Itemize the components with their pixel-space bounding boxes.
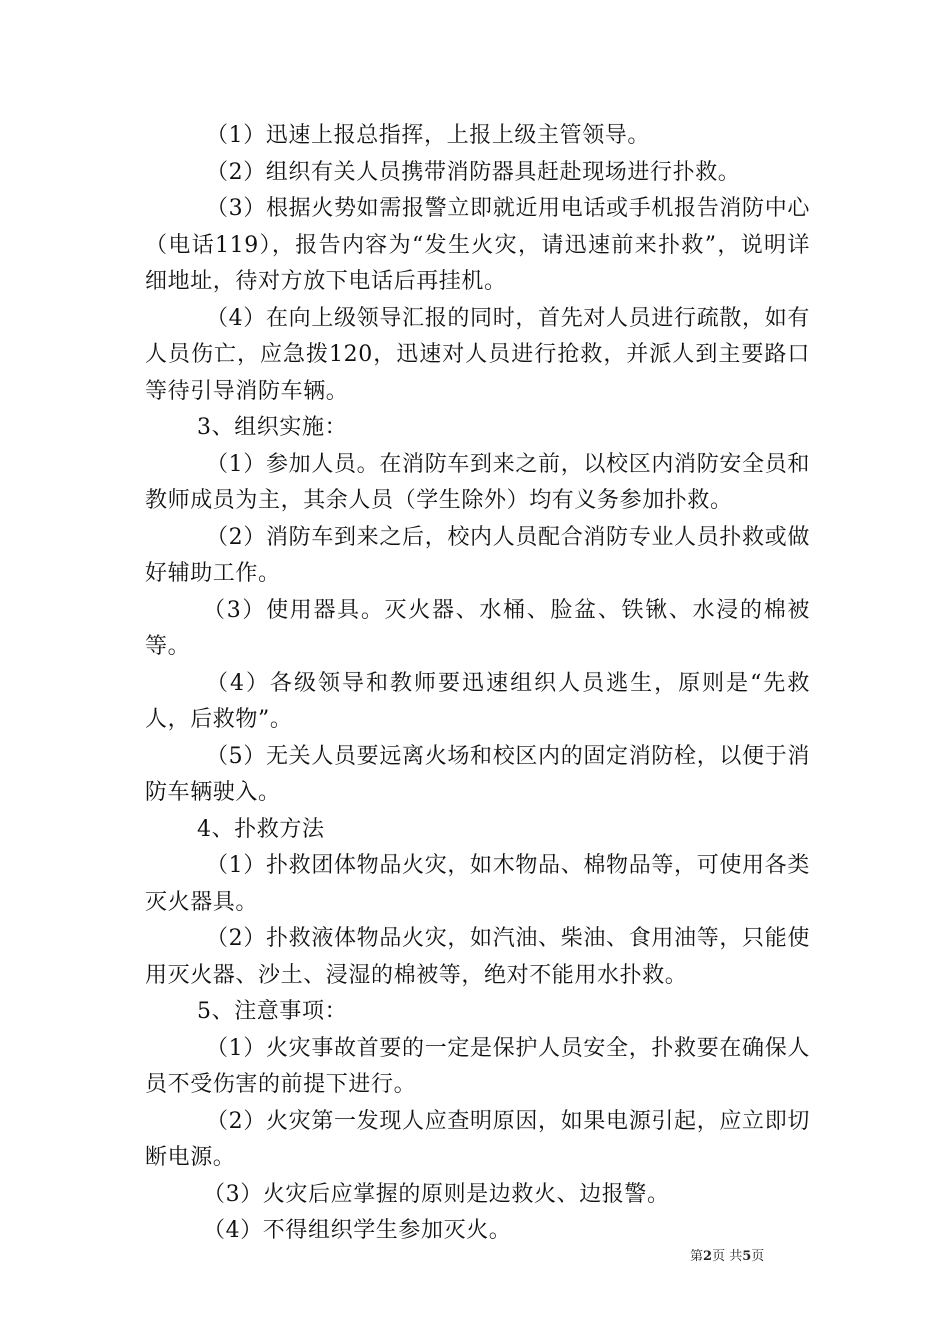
paragraph-2: （2）组织有关人员携带消防器具赶赴现场进行扑救。 — [206, 159, 741, 185]
footer-total-pages: 5 — [742, 1249, 752, 1264]
document-body — [145, 118, 810, 1250]
footer-current-page: 2 — [703, 1249, 713, 1264]
footer-middle: 页 共 — [712, 1249, 743, 1264]
paragraph-7: （2）消防车到来之后，校内人员配合消防专业人员扑救或做好辅助工作。 — [145, 524, 810, 586]
footer-suffix: 页 — [751, 1249, 765, 1264]
paragraph-15: （1）火灾事故首要的一定是保护人员安全，扑救要在确保人员不受伤害的前提下进行。 — [145, 1035, 810, 1097]
paragraph-4: （4）在向上级领导汇报的同时，首先对人员进行疏散，如有人员伤亡，应急拨120，迅速对人员进行抢救，并派人到主要路口等待引导消防车辆。 — [145, 305, 810, 404]
section-heading-5: 5、注意事项： — [197, 999, 348, 1024]
footer-prefix: 第 — [690, 1249, 704, 1264]
paragraph-8: （3）使用器具。灭火器、水桶、脸盆、铁锹、水浸的棉被等。 — [145, 597, 810, 659]
paragraph-16: （2）火灾第一发现人应查明原因，如果电源引起，应立即切断电源。 — [145, 1108, 810, 1170]
paragraph-13: （2）扑救液体物品火灾，如汽油、柴油、食用油等，只能使用灭火器、沙土、浸湿的棉被等，绝对不能用水扑救。 — [145, 926, 810, 988]
paragraph-9: （4）各级领导和教师要迅速组织人员逃生，原则是“先救人，后救物”。 — [145, 670, 810, 732]
section-heading-4: 4、扑救方法 — [197, 816, 325, 842]
paragraph-18: （4）不得组织学生参加灭火。 — [203, 1218, 512, 1243]
paragraph-10: （5）无关人员要远离火场和校区内的固定消防栓，以便于消防车辆驶入。 — [145, 743, 810, 805]
paragraph-3: （3）根据火势如需报警立即就近用电话或手机报告消防中心（电话119），报告内容为“发生火灾，请迅速前来扑救”，说明详细地址，待对方放下电话后再挂机。 — [145, 196, 810, 294]
paragraph-1: （1）迅速上报总指挥，上报上级主管领导。 — [206, 123, 650, 148]
page-footer — [690, 1248, 830, 1266]
paragraph-6: （1）参加人员。在消防车到来之前，以校区内消防安全员和教师成员为主，其余人员（学生除外）均有义务参加扑救。 — [145, 451, 810, 513]
paragraph-17: （3）火灾后应掌握的原则是边救火、边报警。 — [203, 1181, 670, 1207]
section-heading-3: 3、组织实施： — [197, 415, 348, 440]
paragraph-12: （1）扑救团体物品火灾，如木物品、棉物品等，可使用各类灭火器具。 — [145, 853, 810, 915]
